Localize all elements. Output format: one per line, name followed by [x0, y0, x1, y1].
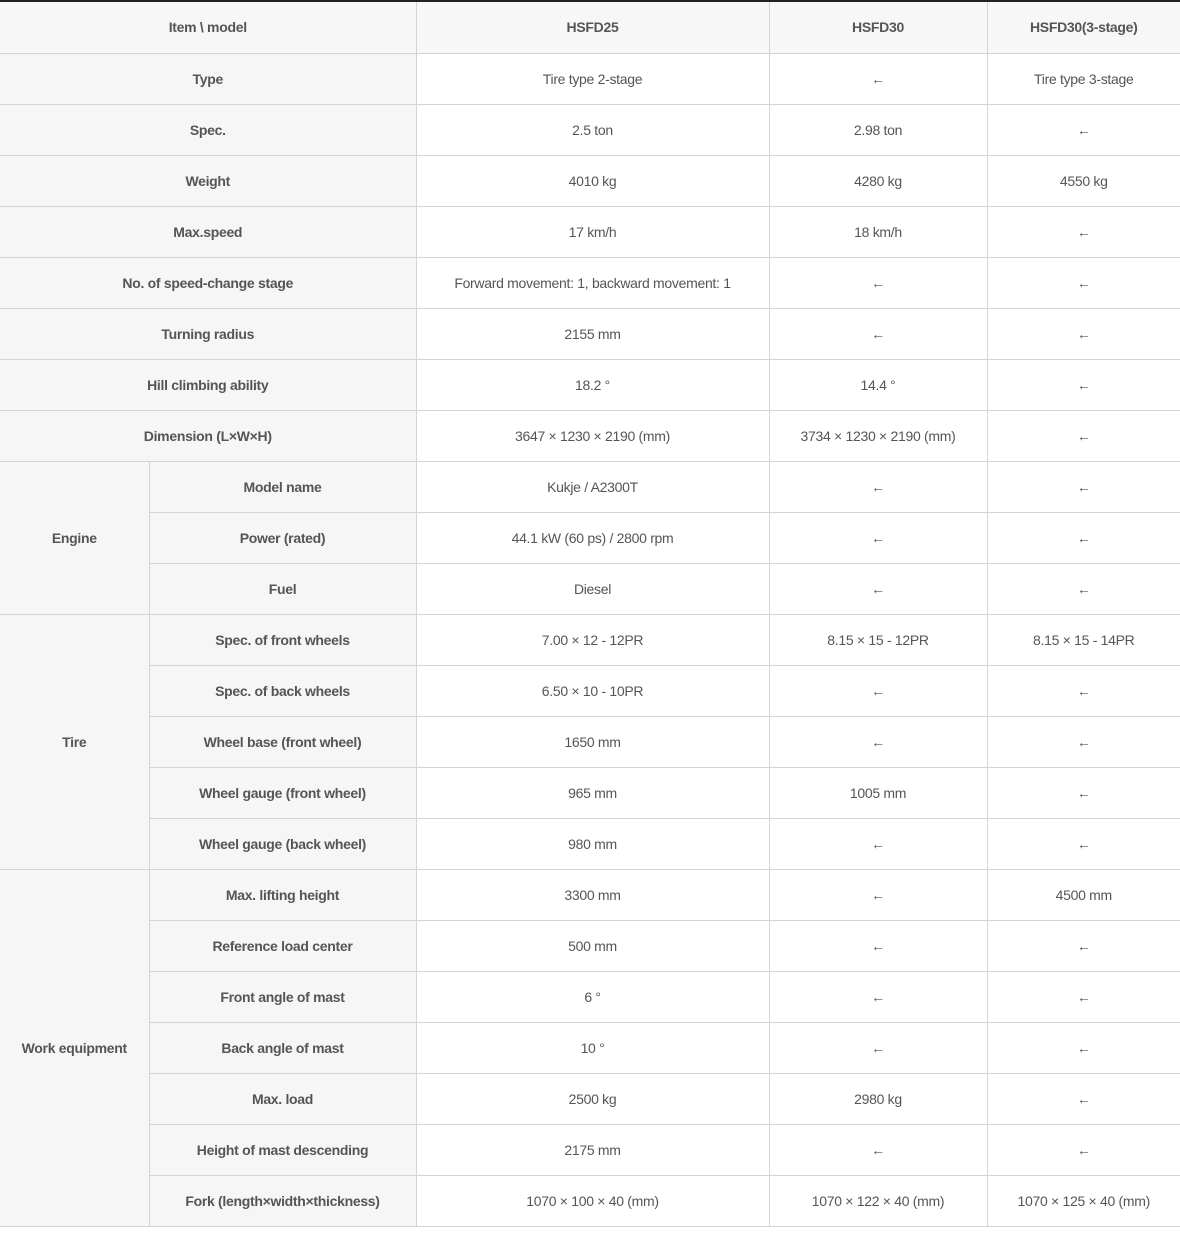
table-row	[0, 716, 1180, 767]
spec-value: ←	[769, 257, 987, 308]
group-label-work: Work equipment	[0, 869, 149, 1226]
group-label-engine: Engine	[0, 461, 149, 614]
spec-value: ←	[769, 512, 987, 563]
spec-value: ←	[987, 512, 1180, 563]
row-label: Max.speed	[0, 206, 416, 257]
header-row	[0, 1, 1180, 53]
table-row	[0, 665, 1180, 716]
row-label: Wheel gauge (back wheel)	[149, 818, 416, 869]
row-label: Back angle of mast	[149, 1022, 416, 1073]
spec-value: 500 mm	[416, 920, 769, 971]
table-row	[0, 104, 1180, 155]
table-row	[0, 1124, 1180, 1175]
spec-value: 6 °	[416, 971, 769, 1022]
spec-value: 17 km/h	[416, 206, 769, 257]
row-label: Reference load center	[149, 920, 416, 971]
table-row	[0, 308, 1180, 359]
spec-value: ←	[987, 716, 1180, 767]
row-label: Front angle of mast	[149, 971, 416, 1022]
spec-value: 1070 × 125 × 40 (mm)	[987, 1175, 1180, 1226]
model-header-hsfd30: HSFD30	[769, 1, 987, 53]
spec-value: 1070 × 122 × 40 (mm)	[769, 1175, 987, 1226]
spec-value: ←	[987, 1073, 1180, 1124]
spec-value: 2980 kg	[769, 1073, 987, 1124]
table-row	[0, 512, 1180, 563]
spec-value: 2175 mm	[416, 1124, 769, 1175]
spec-value: 1005 mm	[769, 767, 987, 818]
spec-value: 3647 × 1230 × 2190 (mm)	[416, 410, 769, 461]
table-row	[0, 971, 1180, 1022]
spec-value: 2155 mm	[416, 308, 769, 359]
row-label: Wheel gauge (front wheel)	[149, 767, 416, 818]
spec-value: 2.5 ton	[416, 104, 769, 155]
spec-value: Kukje / A2300T	[416, 461, 769, 512]
spec-value: ←	[769, 1022, 987, 1073]
spec-value: ←	[987, 971, 1180, 1022]
table-row	[0, 920, 1180, 971]
spec-value: ←	[987, 257, 1180, 308]
table-row	[0, 614, 1180, 665]
spec-value: 10 °	[416, 1022, 769, 1073]
spec-value: 8.15 × 15 - 12PR	[769, 614, 987, 665]
table-row	[0, 257, 1180, 308]
table-row	[0, 1175, 1180, 1226]
spec-value: 4550 kg	[987, 155, 1180, 206]
spec-value: ←	[987, 563, 1180, 614]
spec-value: Diesel	[416, 563, 769, 614]
row-label: Model name	[149, 461, 416, 512]
spec-value: 980 mm	[416, 818, 769, 869]
group-label-tire: Tire	[0, 614, 149, 869]
spec-value: ←	[769, 818, 987, 869]
spec-value: 3300 mm	[416, 869, 769, 920]
table-row	[0, 767, 1180, 818]
spec-value: 1070 × 100 × 40 (mm)	[416, 1175, 769, 1226]
row-label: Spec. of back wheels	[149, 665, 416, 716]
spec-value: ←	[769, 920, 987, 971]
table-row	[0, 1022, 1180, 1073]
model-header-hsfd30-3stage: HSFD30(3-stage)	[987, 1, 1180, 53]
table-row	[0, 155, 1180, 206]
spec-value: ←	[769, 563, 987, 614]
spec-value: ←	[769, 971, 987, 1022]
spec-value: 18 km/h	[769, 206, 987, 257]
row-label: Max. lifting height	[149, 869, 416, 920]
item-model-header: Item \ model	[0, 1, 416, 53]
row-label: Weight	[0, 155, 416, 206]
spec-value: 965 mm	[416, 767, 769, 818]
spec-value: ←	[769, 53, 987, 104]
row-label: Fuel	[149, 563, 416, 614]
table-row	[0, 563, 1180, 614]
spec-value: ←	[987, 665, 1180, 716]
spec-value: ←	[987, 767, 1180, 818]
row-label: Spec.	[0, 104, 416, 155]
spec-value: ←	[987, 920, 1180, 971]
spec-value: 6.50 × 10 - 10PR	[416, 665, 769, 716]
table-row	[0, 359, 1180, 410]
table-row	[0, 869, 1180, 920]
row-label: Wheel base (front wheel)	[149, 716, 416, 767]
spec-value: Tire type 2-stage	[416, 53, 769, 104]
spec-value: ←	[987, 1022, 1180, 1073]
spec-value: ←	[987, 461, 1180, 512]
spec-value: ←	[769, 461, 987, 512]
table-row	[0, 1073, 1180, 1124]
model-header-hsfd25: HSFD25	[416, 1, 769, 53]
spec-value: ←	[769, 665, 987, 716]
table-row	[0, 410, 1180, 461]
row-label: Power (rated)	[149, 512, 416, 563]
spec-value: 4010 kg	[416, 155, 769, 206]
row-label: Dimension (L×W×H)	[0, 410, 416, 461]
spec-value: 44.1 kW (60 ps) / 2800 rpm	[416, 512, 769, 563]
spec-value: ←	[987, 308, 1180, 359]
spec-value: 7.00 × 12 - 12PR	[416, 614, 769, 665]
spec-value: 8.15 × 15 - 14PR	[987, 614, 1180, 665]
spec-value: ←	[987, 1124, 1180, 1175]
spec-value: ←	[987, 359, 1180, 410]
spec-table-body	[0, 1, 1180, 1226]
spec-value: 3734 × 1230 × 2190 (mm)	[769, 410, 987, 461]
table-row	[0, 53, 1180, 104]
spec-value: Forward movement: 1, backward movement: 1	[416, 257, 769, 308]
table-row	[0, 818, 1180, 869]
spec-value: ←	[987, 206, 1180, 257]
row-label: Type	[0, 53, 416, 104]
spec-value: ←	[987, 818, 1180, 869]
spec-value: ←	[769, 716, 987, 767]
row-label: Fork (length×width×thickness)	[149, 1175, 416, 1226]
row-label: Height of mast descending	[149, 1124, 416, 1175]
spec-value: ←	[769, 1124, 987, 1175]
table-row	[0, 461, 1180, 512]
spec-value: ←	[987, 104, 1180, 155]
row-label: Spec. of front wheels	[149, 614, 416, 665]
row-label: No. of speed-change stage	[0, 257, 416, 308]
spec-value: 2.98 ton	[769, 104, 987, 155]
spec-value: 2500 kg	[416, 1073, 769, 1124]
row-label: Hill climbing ability	[0, 359, 416, 410]
spec-value: 1650 mm	[416, 716, 769, 767]
spec-value: Tire type 3-stage	[987, 53, 1180, 104]
spec-value: ←	[769, 869, 987, 920]
table-row	[0, 206, 1180, 257]
spec-value: ←	[987, 410, 1180, 461]
row-label: Turning radius	[0, 308, 416, 359]
spec-value: 14.4 °	[769, 359, 987, 410]
row-label: Max. load	[149, 1073, 416, 1124]
spec-value: ←	[769, 308, 987, 359]
spec-value: 4500 mm	[987, 869, 1180, 920]
spec-value: 18.2 °	[416, 359, 769, 410]
spec-value: 4280 kg	[769, 155, 987, 206]
